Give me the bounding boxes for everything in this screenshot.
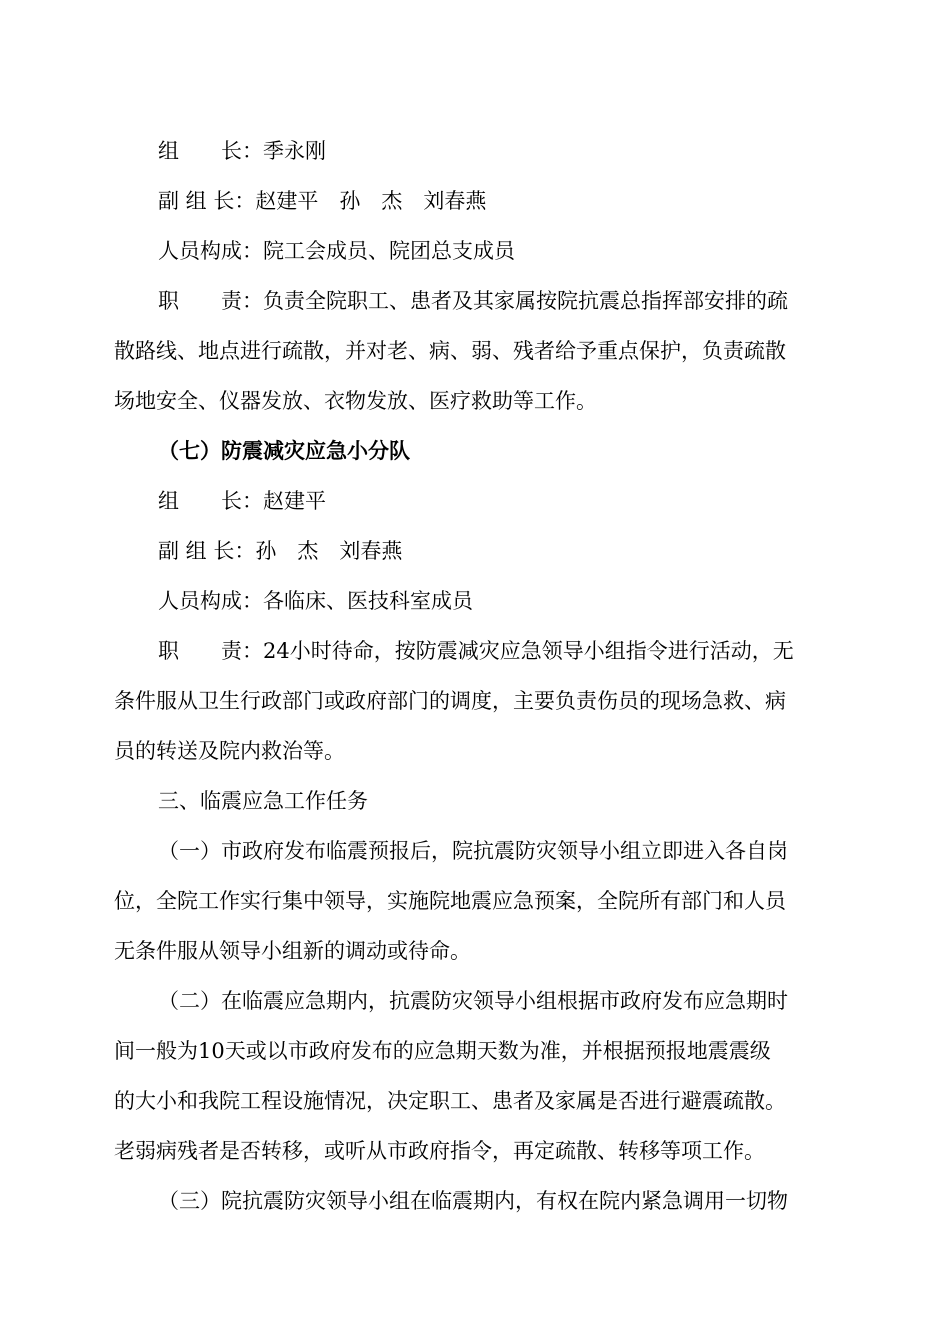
group-leader-line: 组 长：季永刚 (158, 139, 326, 163)
duty-line-2-continued: 条件服从卫生行政部门或政府部门的调度，主要负责伤员的现场急救、病 (114, 689, 786, 713)
members-line: 人员构成：院工会成员、院团总支成员 (158, 239, 515, 263)
duty-line-start: 职 责：负责全院职工、患者及其家属按院抗震总指挥部安排的疏 (158, 289, 788, 313)
paragraph-2-line-4: 老弱病残者是否转移，或听从市政府指令，再定疏散、转移等项工作。 (114, 1139, 765, 1163)
paragraph-1-line-2: 位，全院工作实行集中领导，实施院地震应急预案，全院所有部门和人员 (114, 889, 786, 913)
duty-line-continued: 散路线、地点进行疏散，并对老、病、弱、残者给予重点保护，负责疏散 (114, 339, 786, 363)
duty-line-2-end: 员的转送及院内救治等。 (114, 739, 345, 763)
group-leader-line-2: 组 长：赵建平 (158, 489, 326, 513)
paragraph-1-line-1: （一）市政府发布临震预报后，院抗震防灾领导小组立即进入各自岗 (158, 839, 788, 863)
section-heading-3: 三、临震应急工作任务 (158, 789, 368, 813)
duty-line-end: 场地安全、仪器发放、衣物发放、医疗救助等工作。 (114, 389, 597, 413)
deputy-leader-line-2: 副 组 长：孙 杰 刘春燕 (158, 539, 403, 563)
paragraph-3-line-1: （三）院抗震防灾领导小组在临震期内，有权在院内紧急调用一切物 (158, 1189, 788, 1213)
paragraph-2-line-3: 的大小和我院工程设施情况，决定职工、患者及家属是否进行避震疏散。 (114, 1089, 786, 1113)
paragraph-1-line-3: 无条件服从领导小组新的调动或待命。 (114, 939, 471, 963)
paragraph-2-line-1: （二）在临震应急期内，抗震防灾领导小组根据市政府发布应急期时 (158, 989, 788, 1013)
deputy-leader-line: 副 组 长：赵建平 孙 杰 刘春燕 (158, 189, 487, 213)
section-heading-7: （七）防震减灾应急小分队 (158, 438, 410, 463)
duty-line-2-start: 职 责：24小时待命，按防震减灾应急领导小组指令进行活动，无 (158, 639, 794, 663)
members-line-2: 人员构成：各临床、医技科室成员 (158, 589, 473, 613)
paragraph-2-line-2: 间一般为10天或以市政府发布的应急期天数为准，并根据预报地震震级 (114, 1039, 771, 1063)
